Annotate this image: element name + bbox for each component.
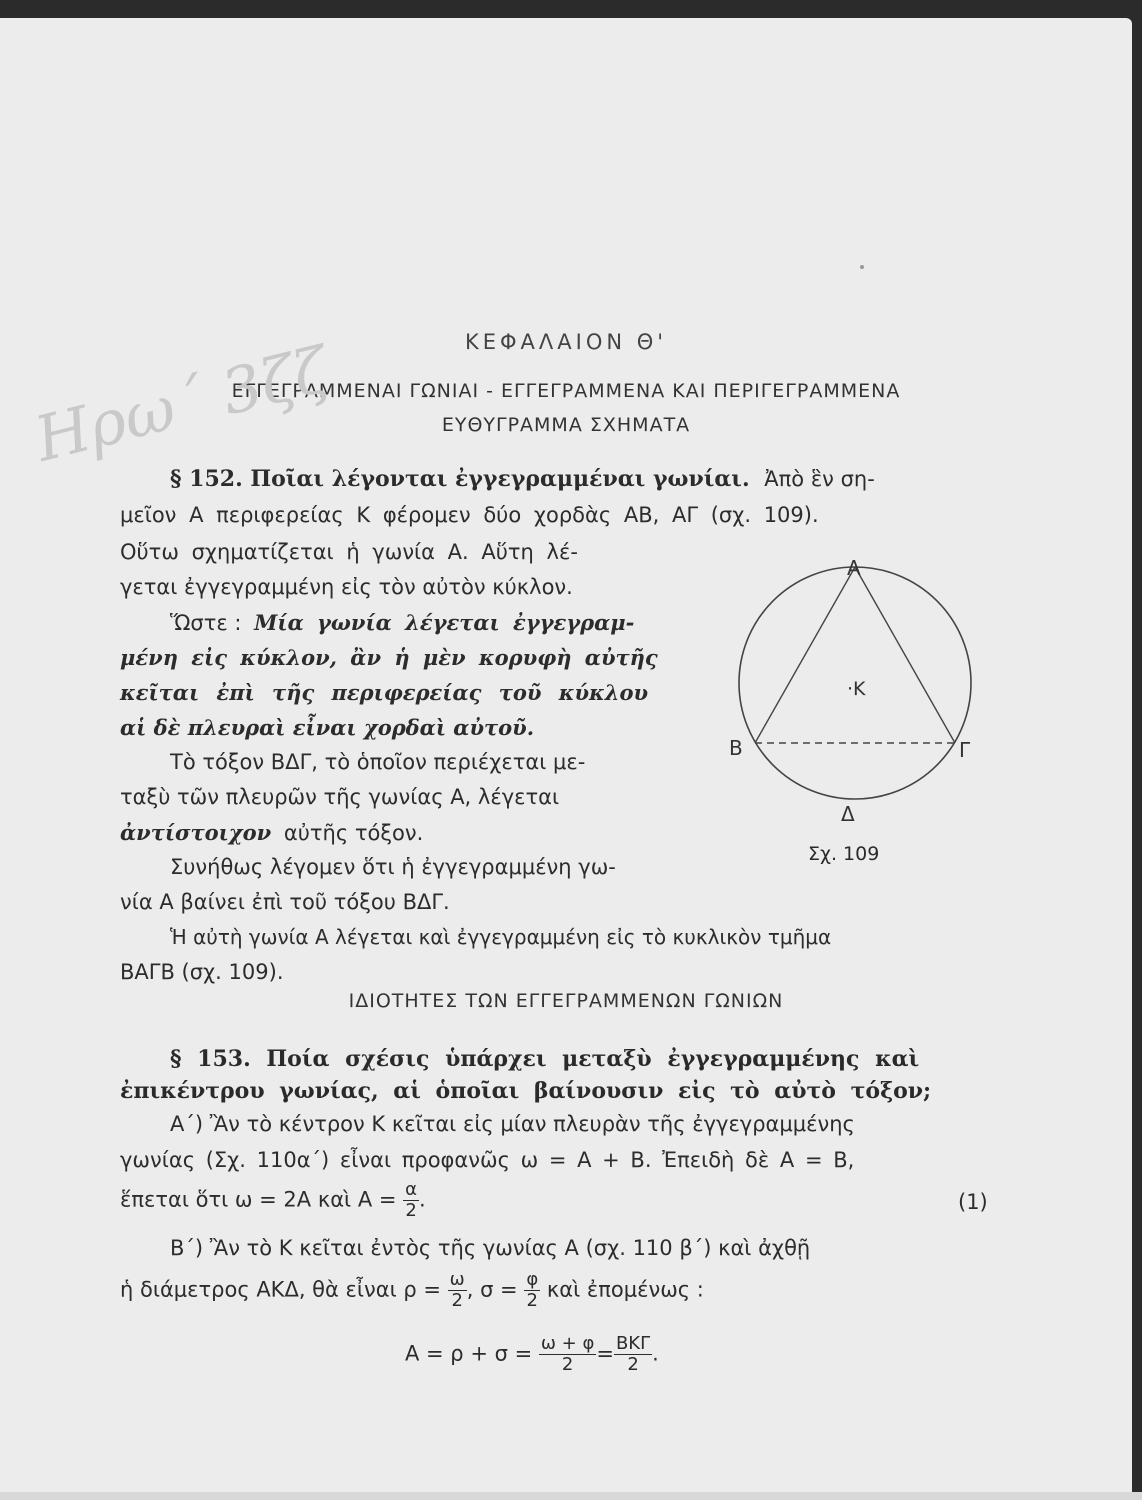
chapter-title: ΚΕΦΑΛΑΙΟΝ Θ' bbox=[464, 330, 668, 354]
margin-handwriting: Ηρω΄ 3ζζ bbox=[28, 332, 336, 476]
chapter-subtitle-line1: ΕΓΓΕΓΡΑΜΜΕΝΑΙ ΓΩΝΙΑΙ - ΕΓΓΕΓΡΑΜΜΕΝΑ ΚΑΙ ΠΕΡΙΓΕΓΡΑΜΜΕΝΑ bbox=[231, 380, 901, 402]
eq-mid: = bbox=[596, 1341, 614, 1366]
s153-a-line1: Α΄) Ἂν τὸ κέντρον Κ κεῖται εἰς μίαν πλευρὰν τῆς ἐγγεγραμμένης bbox=[170, 1112, 855, 1136]
s152-line9: Τὸ τόξον ΒΔΓ, τὸ ὁποῖον περιέχεται με- bbox=[170, 750, 586, 774]
s152-line4: γεται ἐγγεγραμμένη εἰς τὸν αὐτὸν κύκλον. bbox=[120, 575, 573, 599]
s152-heading: § 152. Ποῖαι λέγονται ἐγγεγραμμέναι γωνίαι. bbox=[170, 466, 750, 492]
s153-b2-mid: , σ = bbox=[466, 1277, 518, 1302]
eq-pre: Α = ρ + σ = bbox=[405, 1341, 533, 1366]
chapter-subtitle-line2: ΕΥΘΥΓΡΑΜΜΑ ΣΧΗΜΑΤΑ bbox=[441, 414, 691, 436]
s152-line14: Ἡ αὐτὴ γωνία Α λέγεται καὶ ἐγγεγραμμένη εἰς τὸ κυκλικὸν τμῆμα bbox=[170, 925, 832, 949]
s152-line11 bbox=[120, 820, 423, 845]
fraction-den: 2 bbox=[405, 1200, 417, 1221]
label-d: Δ bbox=[841, 802, 855, 826]
s152-line2: μεῖον Α περιφερείας Κ φέρομεν δύο χορδὰς ΑΒ, ΑΓ (σχ. 109). bbox=[120, 503, 819, 527]
s153-heading-line1: § 153. Ποία σχέσις ὑπάρχει μεταξὺ ἐγγεγραμμένης καὶ bbox=[170, 1046, 920, 1072]
fraction-alpha-2 bbox=[403, 1180, 419, 1221]
s152-l5-lead: Ὥστε : bbox=[170, 611, 242, 635]
s153-heading-line2: ἐπικέντρου γωνίας, αἱ ὁποῖαι βαίνουσιν εἰς τὸ αὐτὸ τόξον; bbox=[120, 1078, 932, 1104]
s152-line13: νία Α βαίνει ἐπὶ τοῦ τόξου ΒΔΓ. bbox=[120, 890, 450, 914]
fraction-num: φ bbox=[526, 1269, 539, 1290]
s153-a-line3 bbox=[120, 1180, 426, 1221]
s152-definition-start: Μία γωνία λέγεται ἐγγεγραμ- bbox=[254, 610, 635, 635]
s153-b2-pre: ἡ διάμετρος ΑΚΔ, θὰ εἶναι ρ = bbox=[120, 1277, 441, 1302]
label-k: ·Κ bbox=[847, 678, 866, 700]
chord-ab bbox=[755, 567, 855, 743]
s153-a3-pre: ἕπεται ὅτι ω = 2Α καὶ Α = bbox=[120, 1187, 397, 1212]
s153-a-line2: γωνίας (Σχ. 110α΄) εἶναι προφανῶς ω = Α + Β. Ἐπειδὴ δὲ Α = Β, bbox=[120, 1148, 855, 1172]
fraction-num: ω + φ bbox=[540, 1333, 595, 1354]
s152-l11-rest: αὐτῆς τόξον. bbox=[283, 821, 424, 845]
fraction-den: 2 bbox=[451, 1290, 463, 1311]
figure-caption: Σχ. 109 bbox=[808, 843, 880, 865]
display-equation bbox=[405, 1334, 659, 1375]
label-g: Γ bbox=[959, 738, 971, 762]
fraction-omega-2 bbox=[448, 1270, 467, 1311]
s153-b-line1: Β΄) Ἂν τὸ Κ κεῖται ἐντὸς τῆς γωνίας Α (σχ. 110 β΄) καὶ ἀχθῇ bbox=[170, 1236, 811, 1260]
equation-number-1: (1) bbox=[958, 1190, 988, 1214]
s152-definition-line4: αἱ δὲ πλευραὶ εἶναι χορδαὶ αὐτοῦ. bbox=[120, 715, 535, 740]
fraction-num: α bbox=[405, 1179, 418, 1200]
fraction-num: ω bbox=[449, 1269, 465, 1290]
s153-b2-post: καὶ ἐπομένως : bbox=[546, 1277, 704, 1302]
fraction-bkg-2 bbox=[614, 1334, 652, 1375]
chord-ag bbox=[855, 567, 955, 743]
s152-line5 bbox=[170, 610, 634, 635]
section-title: ΙΔΙΟΤΗΤΕΣ ΤΩΝ ΕΓΓΕΓΡΑΜΜΕΝΩΝ ΓΩΝΙΩΝ bbox=[348, 990, 784, 1012]
s153-b-line2 bbox=[120, 1270, 704, 1311]
s153-a3-post: . bbox=[419, 1187, 426, 1212]
fraction-phi-2 bbox=[524, 1270, 540, 1311]
s152-line1 bbox=[170, 466, 875, 492]
figure-109-svg bbox=[725, 555, 1005, 875]
s152-l1-tail: Ἀπὸ ἓν ση- bbox=[764, 467, 875, 491]
fraction-omega-plus-phi-2 bbox=[539, 1334, 596, 1375]
s152-definition-line2: μένη εἰς κύκλον, ἂν ἡ μὲν κορυφὴ αὐτῆς bbox=[120, 645, 658, 670]
s152-line12: Συνήθως λέγομεν ὅτι ἡ ἐγγεγραμμένη γω- bbox=[170, 855, 616, 879]
label-a: Α bbox=[847, 556, 861, 580]
fraction-den: 2 bbox=[561, 1354, 574, 1375]
s152-line10: ταξὺ τῶν πλευρῶν τῆς γωνίας Α, λέγεται bbox=[120, 785, 560, 809]
eq-post: . bbox=[652, 1341, 659, 1366]
s152-line15: ΒΑΓΒ (σχ. 109). bbox=[120, 960, 284, 984]
s152-definition-line3: κεῖται ἐπὶ τῆς περιφερείας τοῦ κύκλου bbox=[120, 680, 649, 705]
label-b: Β bbox=[729, 736, 743, 760]
term-antistoichon: ἀντίστοιχον bbox=[120, 820, 272, 845]
page-edge bbox=[0, 1492, 1142, 1500]
speck bbox=[860, 265, 864, 269]
figure-109 bbox=[725, 555, 1005, 875]
fraction-den: 2 bbox=[526, 1290, 538, 1311]
fraction-den: 2 bbox=[627, 1354, 639, 1375]
fraction-num: ΒΚΓ bbox=[615, 1333, 651, 1354]
s152-line3: Οὕτω σχηματίζεται ἡ γωνία Α. Αὕτη λέ- bbox=[120, 540, 578, 564]
